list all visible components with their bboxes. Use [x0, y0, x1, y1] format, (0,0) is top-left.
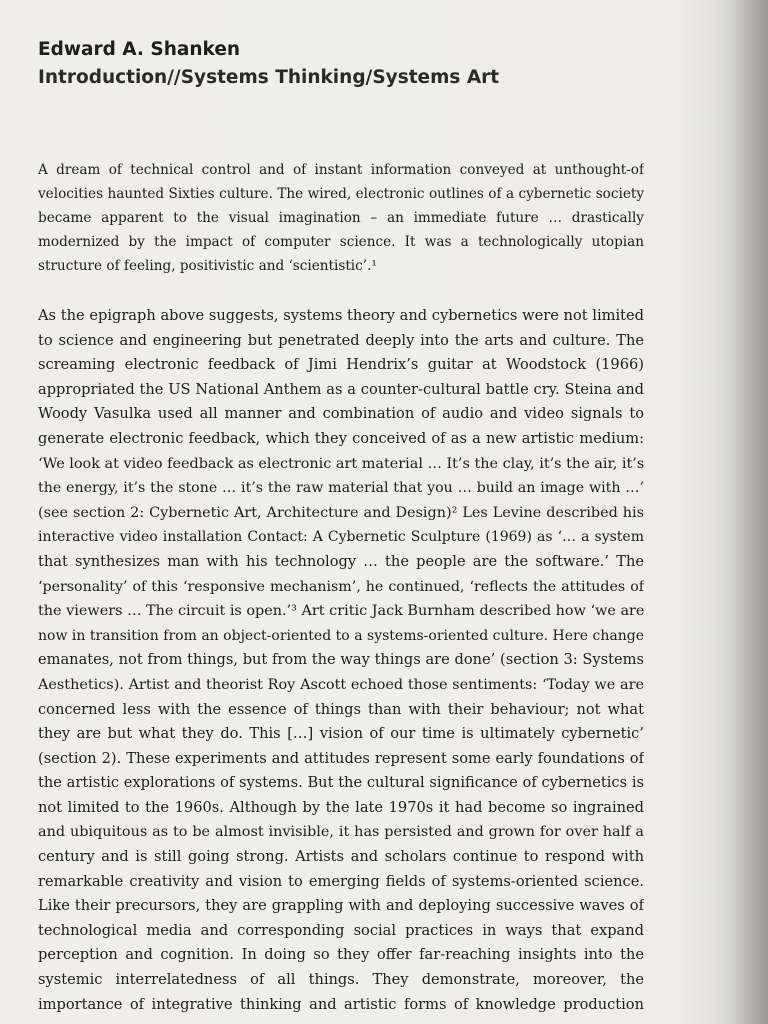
text-line: (section 2). These experiments and attitudes represent some early foundations of: [38, 749, 644, 767]
text-line: concerned less with the essence of things than with their behaviour; not what: [38, 700, 644, 718]
chapter-header: [38, 36, 678, 92]
text-line: Aesthetics). Artist and theorist Roy Ascott echoed those sentiments: ‘Today we are: [38, 676, 644, 693]
epigraph-paragraph: [38, 158, 644, 278]
text-line: remarkable creativity and vision to emerging fields of systems-oriented science.: [38, 872, 644, 890]
text-line: technological media and corresponding social practices in ways that expand: [38, 921, 644, 939]
text-line: not limited to the 1960s. Although by the late 1970s it had become so ingrained: [38, 798, 644, 816]
text-line: emanates, not from things, but from the way things are done’ (section 3: Systems: [38, 651, 644, 669]
text-line: velocities haunted Sixties culture. The wired, electronic outlines of a cybernetic society: [38, 186, 644, 203]
text-line: that synthesizes man with his technology … the people are the software.’ The: [38, 552, 644, 570]
text-line: century and is still going strong. Artists and scholars continue to respond with: [38, 848, 644, 866]
text-line: As the epigraph above suggests, systems theory and cybernetics were not limited: [38, 307, 644, 324]
text-line: became apparent to the visual imagination – an immediate future … drastically: [38, 210, 644, 227]
chapter-title: Introduction//Systems Thinking/Systems Art: [38, 67, 500, 88]
text-line: Like their precursors, they are grappling with and deploying successive waves of: [38, 897, 644, 915]
main-paragraph: [38, 304, 644, 1017]
text-line: Woody Vasulka used all manner and combination of audio and video signals to: [38, 405, 644, 423]
text-line: ‘personality’ of this ‘responsive mechanism’, he continued, ‘reflects the attitudes of: [38, 578, 644, 595]
text-line: perception and cognition. In doing so they offer far-reaching insights into the: [38, 946, 644, 964]
text-line: A dream of technical control and of instant information conveyed at unthought-of: [38, 162, 644, 178]
text-line: interactive video installation Contact: A Cybernetic Sculpture (1969) as ‘… a system: [38, 529, 644, 546]
text-line: the artistic explorations of systems. But the cultural significance of cybernetics is: [38, 774, 644, 792]
text-line: the viewers … The circuit is open.’³ Art critic Jack Burnham described how ‘we are: [38, 603, 644, 620]
page-gutter-shadow: [728, 0, 768, 1024]
text-line: screaming electronic feedback of Jimi Hendrix’s guitar at Woodstock (1966): [38, 356, 644, 374]
text-line: the energy, it’s the stone … it’s the raw material that you … build an image with …’: [38, 480, 644, 497]
text-line: ‘We look at video feedback as electronic art material … It’s the clay, it’s the air, it’s: [38, 455, 644, 472]
author-name: Edward A. Shanken: [38, 39, 241, 60]
text-line: to science and engineering but penetrated deeply into the arts and culture. The: [38, 331, 644, 349]
text-line: (see section 2: Cybernetic Art, Architecture and Design)² Les Levine described his: [38, 504, 644, 521]
text-line: now in transition from an object-oriented to a systems-oriented culture. Here change: [38, 627, 644, 644]
text-line: structure of feeling, positivistic and ‘scientistic’.¹: [38, 258, 377, 275]
text-line: they are but what they do. This […] vision of our time is ultimately cybernetic’: [38, 725, 644, 743]
text-line: appropriated the US National Anthem as a counter-cultural battle cry. Steina and: [38, 380, 644, 398]
text-line: systemic interrelatedness of all things. They demonstrate, moreover, the: [38, 971, 644, 989]
text-line: and ubiquitous as to be almost invisible, it has persisted and grown for over half a: [38, 824, 644, 841]
text-line: importance of integrative thinking and artistic forms of knowledge production: [38, 995, 644, 1013]
text-line: modernized by the impact of computer science. It was a technologically utopian: [38, 234, 644, 251]
text-line: generate electronic feedback, which they conceived of as a new artistic medium:: [38, 429, 644, 447]
